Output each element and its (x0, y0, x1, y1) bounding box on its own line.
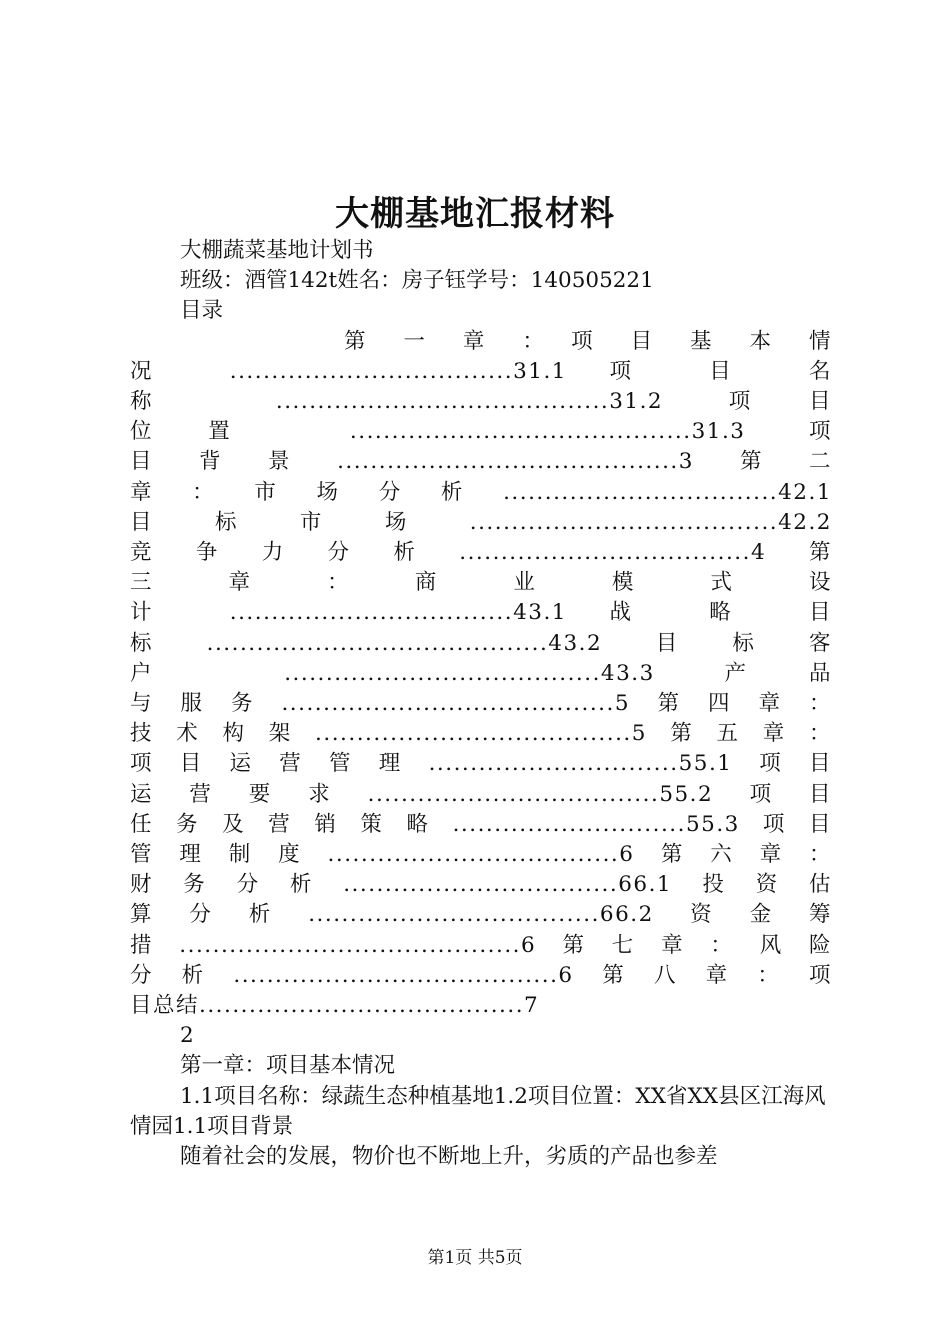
toc-line: 竞争力分析...................................4第 (130, 540, 832, 566)
document-body (130, 236, 832, 1172)
table-of-contents (130, 327, 832, 1022)
toc-line: 况 ..................................31.1 项 目 名 (130, 358, 832, 384)
document-subtitle: 大棚蔬菜基地计划书 (180, 238, 374, 263)
toc-line: 目总结.......................................7 (130, 993, 540, 1019)
toc-line: 目背景.........................................3第二 (130, 449, 832, 475)
toc-line: 算分析...................................66.2资金筹 (130, 902, 832, 928)
toc-line: 分析.......................................6第八章：项 (130, 962, 832, 988)
toc-heading: 目录 (180, 298, 224, 324)
toc-line: 位置 .........................................31.3 项 (130, 419, 832, 445)
student-info: 班级：酒管142t姓名：房子钰学号：140505221 (180, 268, 654, 294)
chapter-paragraph: 1.1项目名称：绿蔬生态种植基地1.2项目位置：XX省XX县区江海风情园1.1项目背景 (130, 1083, 826, 1139)
page-footer: 第1页 共5页 (427, 1248, 523, 1268)
toc-line: 技术构架......................................5第五章： (130, 721, 832, 747)
document-title: 大棚基地汇报材料 (335, 194, 615, 234)
chapter-heading: 第一章：项目基本情况 (180, 1053, 396, 1079)
toc-line: 财务分析.................................66.1投资估 (130, 872, 832, 898)
toc-line: 运营要求...................................55.2项目 (130, 781, 832, 807)
toc-line: 三 章 ： 商 业 模 式 设 (130, 570, 832, 596)
toc-line: 第 一 章 ： 项 目 基 本 情 (344, 328, 832, 354)
toc-line: 任务及营销策略............................55.3项目 (130, 811, 832, 837)
toc-line: 措.........................................6第七章：风险 (130, 932, 832, 958)
toc-line: 目标市场.....................................42.2 (130, 509, 832, 535)
page-marker: 2 (180, 1023, 194, 1049)
toc-line: 称 ........................................31.2 项目 (130, 389, 832, 415)
toc-line: 项目运营管理..............................55.1项目 (130, 751, 832, 777)
toc-line: 计 ..................................43.1 战 略 目 (130, 600, 832, 626)
toc-line: 章：市场分析.................................42.1 (130, 479, 832, 505)
toc-line: 户 ......................................43.3 产品 (130, 660, 832, 686)
toc-line: 与服务........................................5第四章： (130, 691, 832, 717)
chapter-paragraph: 随着社会的发展，物价也不断地上升，劣质的产品也参差 (180, 1144, 718, 1170)
toc-line: 管理制度...................................6第六章： (130, 842, 832, 868)
toc-line: 标.........................................43.2目标客 (130, 630, 832, 656)
